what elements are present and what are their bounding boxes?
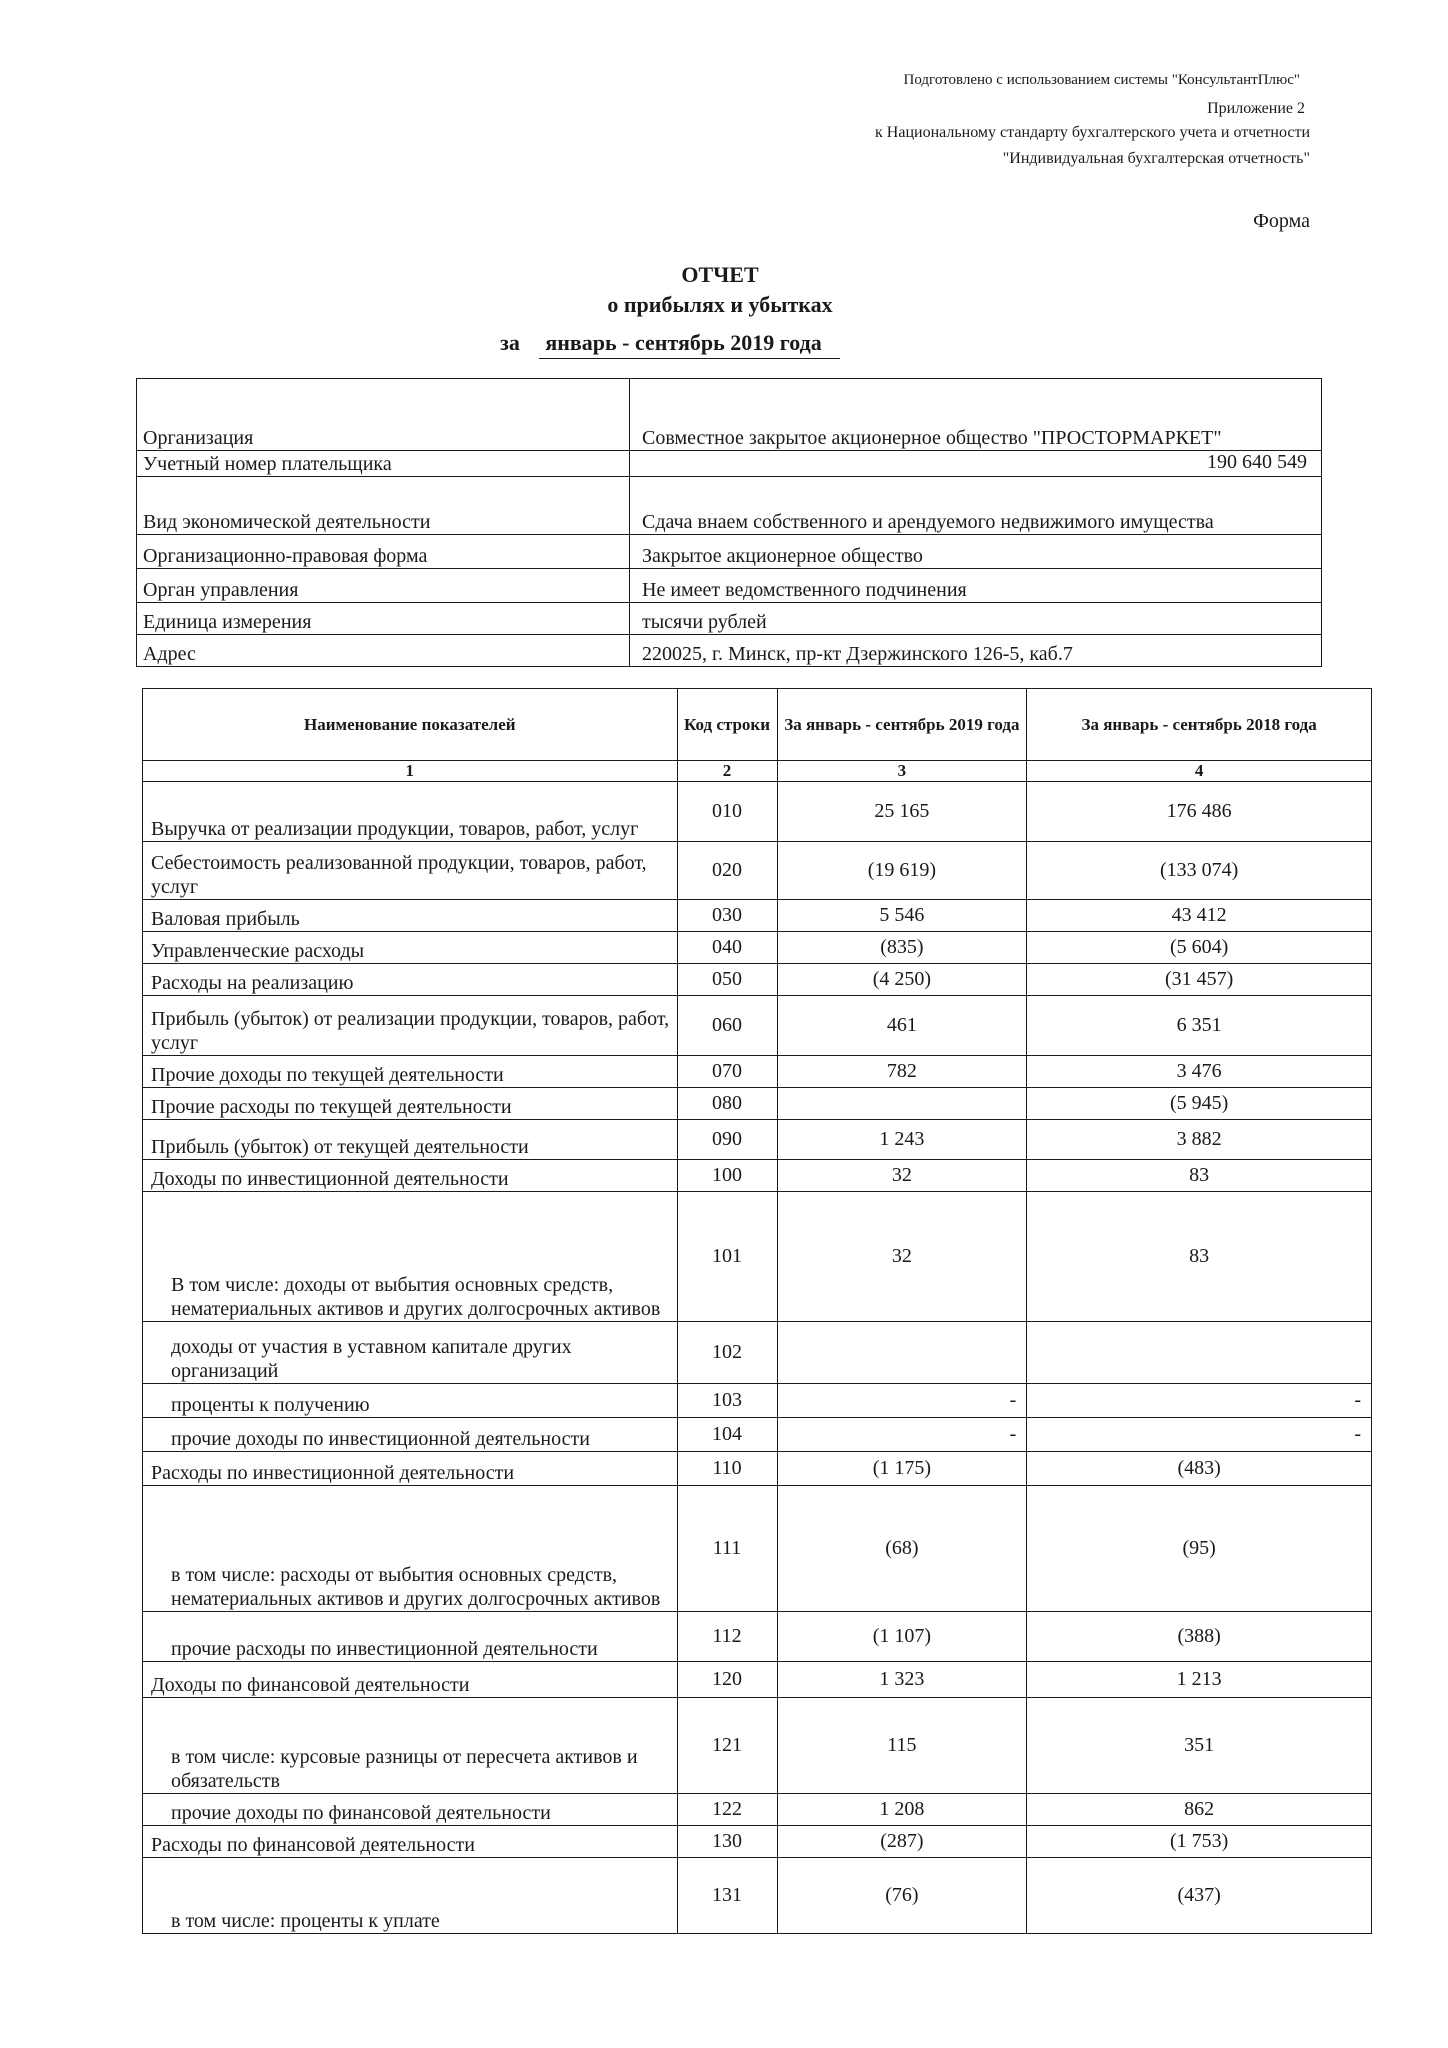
organization-info-table bbox=[136, 378, 1322, 667]
row-previous-value: (1 753) bbox=[1027, 1826, 1372, 1858]
row-current-value: 32 bbox=[777, 1160, 1027, 1192]
row-previous-value: (5 604) bbox=[1027, 932, 1372, 964]
period-prefix: за bbox=[500, 330, 520, 355]
table-row bbox=[143, 1486, 1372, 1612]
row-name: прочие расходы по инвестиционной деятельности bbox=[143, 1612, 678, 1662]
row-previous-value: 176 486 bbox=[1027, 782, 1372, 842]
row-name: в том числе: проценты к уплате bbox=[143, 1858, 678, 1934]
row-current-value: - bbox=[777, 1384, 1027, 1418]
row-current-value bbox=[777, 1088, 1027, 1120]
row-current-value: (287) bbox=[777, 1826, 1027, 1858]
row-name: прочие доходы по финансовой деятельности bbox=[143, 1794, 678, 1826]
row-name: Прочие расходы по текущей деятельности bbox=[143, 1088, 678, 1120]
info-label-legal-form: Организационно-правовая форма bbox=[137, 535, 630, 569]
row-previous-value: 83 bbox=[1027, 1192, 1372, 1322]
row-name: Расходы на реализацию bbox=[143, 964, 678, 996]
row-name: Управленческие расходы bbox=[143, 932, 678, 964]
row-current-value: - bbox=[777, 1418, 1027, 1452]
info-label-taxpayer-number: Учетный номер плательщика bbox=[137, 451, 630, 477]
form-label: Форма bbox=[1253, 210, 1310, 232]
table-row bbox=[143, 1698, 1372, 1794]
row-current-value: 115 bbox=[777, 1698, 1027, 1794]
row-code: 121 bbox=[677, 1698, 777, 1794]
table-row bbox=[143, 1160, 1372, 1192]
table-row bbox=[143, 1662, 1372, 1698]
column-index: 2 bbox=[677, 761, 777, 782]
period-value: январь - сентябрь 2019 года bbox=[539, 330, 839, 359]
row-previous-value: 862 bbox=[1027, 1794, 1372, 1826]
table-row bbox=[143, 900, 1372, 932]
row-previous-value: 3 882 bbox=[1027, 1120, 1372, 1160]
header-indicator-name: Наименование показателей bbox=[143, 689, 678, 761]
header-current-period: За январь - сентябрь 2019 года bbox=[777, 689, 1027, 761]
row-previous-value: - bbox=[1027, 1384, 1372, 1418]
row-previous-value: (133 074) bbox=[1027, 842, 1372, 900]
info-label-activity: Вид экономической деятельности bbox=[137, 477, 630, 535]
info-value-unit: тысячи рублей bbox=[630, 603, 1322, 635]
row-code: 130 bbox=[677, 1826, 777, 1858]
table-row bbox=[143, 964, 1372, 996]
table-row bbox=[143, 1418, 1372, 1452]
row-previous-value bbox=[1027, 1322, 1372, 1384]
table-row bbox=[143, 1858, 1372, 1934]
row-code: 100 bbox=[677, 1160, 777, 1192]
row-current-value: (76) bbox=[777, 1858, 1027, 1934]
profit-loss-table bbox=[142, 688, 1372, 1934]
table-row bbox=[143, 842, 1372, 900]
row-current-value: 461 bbox=[777, 996, 1027, 1056]
row-name: Выручка от реализации продукции, товаров, работ, услуг bbox=[143, 782, 678, 842]
info-label-address: Адрес bbox=[137, 635, 630, 667]
row-current-value: (1 107) bbox=[777, 1612, 1027, 1662]
row-code: 111 bbox=[677, 1486, 777, 1612]
row-name: Себестоимость реализованной продукции, товаров, работ, услуг bbox=[143, 842, 678, 900]
table-row bbox=[143, 1384, 1372, 1418]
row-current-value: 782 bbox=[777, 1056, 1027, 1088]
row-previous-value: (5 945) bbox=[1027, 1088, 1372, 1120]
row-name: прочие доходы по инвестиционной деятельности bbox=[143, 1418, 678, 1452]
table-row bbox=[143, 1088, 1372, 1120]
row-code: 070 bbox=[677, 1056, 777, 1088]
row-code: 020 bbox=[677, 842, 777, 900]
row-current-value: 1 243 bbox=[777, 1120, 1027, 1160]
row-code: 122 bbox=[677, 1794, 777, 1826]
row-code: 090 bbox=[677, 1120, 777, 1160]
info-value-organization: Совместное закрытое акционерное общество "ПРОСТОРМАРКЕТ" bbox=[630, 379, 1322, 451]
row-current-value: 1 208 bbox=[777, 1794, 1027, 1826]
row-code: 104 bbox=[677, 1418, 777, 1452]
table-row bbox=[143, 996, 1372, 1056]
info-label-unit: Единица измерения bbox=[137, 603, 630, 635]
report-period bbox=[500, 330, 840, 359]
row-current-value: (4 250) bbox=[777, 964, 1027, 996]
row-code: 102 bbox=[677, 1322, 777, 1384]
info-label-organization: Организация bbox=[137, 379, 630, 451]
row-code: 101 bbox=[677, 1192, 777, 1322]
row-current-value: 25 165 bbox=[777, 782, 1027, 842]
row-current-value: (19 619) bbox=[777, 842, 1027, 900]
info-value-authority: Не имеет ведомственного подчинения bbox=[630, 569, 1322, 603]
row-name: в том числе: курсовые разницы от пересчета активов и обязательств bbox=[143, 1698, 678, 1794]
row-current-value: (68) bbox=[777, 1486, 1027, 1612]
row-code: 120 bbox=[677, 1662, 777, 1698]
table-row bbox=[143, 1826, 1372, 1858]
table-row bbox=[143, 782, 1372, 842]
row-previous-value: (437) bbox=[1027, 1858, 1372, 1934]
appendix-label: Приложение 2 bbox=[1207, 100, 1305, 117]
row-name: проценты к получению bbox=[143, 1384, 678, 1418]
row-previous-value: (388) bbox=[1027, 1612, 1372, 1662]
row-code: 040 bbox=[677, 932, 777, 964]
row-code: 060 bbox=[677, 996, 777, 1056]
prepared-note: Подготовлено с использованием системы "КонсультантПлюс" bbox=[903, 72, 1300, 88]
table-row bbox=[143, 1322, 1372, 1384]
row-name: Расходы по финансовой деятельности bbox=[143, 1826, 678, 1858]
standard-name: "Индивидуальная бухгалтерская отчетность" bbox=[1002, 150, 1310, 167]
row-previous-value: 1 213 bbox=[1027, 1662, 1372, 1698]
row-previous-value: 6 351 bbox=[1027, 996, 1372, 1056]
row-name: Прибыль (убыток) от текущей деятельности bbox=[143, 1120, 678, 1160]
info-value-activity: Сдача внаем собственного и арендуемого недвижимого имущества bbox=[630, 477, 1322, 535]
row-code: 103 bbox=[677, 1384, 777, 1418]
standard-label: к Национальному стандарту бухгалтерского учета и отчетности bbox=[875, 124, 1310, 141]
row-name: Валовая прибыль bbox=[143, 900, 678, 932]
row-previous-value: (31 457) bbox=[1027, 964, 1372, 996]
row-previous-value: (483) bbox=[1027, 1452, 1372, 1486]
row-current-value: 1 323 bbox=[777, 1662, 1027, 1698]
row-name: В том числе: доходы от выбытия основных средств, нематериальных активов и других долгосрочных активов bbox=[143, 1192, 678, 1322]
info-value-legal-form: Закрытое акционерное общество bbox=[630, 535, 1322, 569]
row-code: 010 bbox=[677, 782, 777, 842]
table-row bbox=[143, 1612, 1372, 1662]
row-previous-value: 83 bbox=[1027, 1160, 1372, 1192]
row-previous-value: 351 bbox=[1027, 1698, 1372, 1794]
info-label-authority: Орган управления bbox=[137, 569, 630, 603]
table-row bbox=[143, 1794, 1372, 1826]
table-row bbox=[143, 1192, 1372, 1322]
row-name: Доходы по финансовой деятельности bbox=[143, 1662, 678, 1698]
row-name: Доходы по инвестиционной деятельности bbox=[143, 1160, 678, 1192]
row-current-value: 5 546 bbox=[777, 900, 1027, 932]
info-value-taxpayer-number: 190 640 549 bbox=[630, 451, 1322, 477]
header-previous-period: За январь - сентябрь 2018 года bbox=[1027, 689, 1372, 761]
row-code: 110 bbox=[677, 1452, 777, 1486]
row-current-value: (835) bbox=[777, 932, 1027, 964]
row-code: 030 bbox=[677, 900, 777, 932]
table-row bbox=[143, 932, 1372, 964]
row-current-value bbox=[777, 1322, 1027, 1384]
row-name: Прочие доходы по текущей деятельности bbox=[143, 1056, 678, 1088]
row-name: Прибыль (убыток) от реализации продукции, товаров, работ, услуг bbox=[143, 996, 678, 1056]
column-index: 4 bbox=[1027, 761, 1372, 782]
row-previous-value: 43 412 bbox=[1027, 900, 1372, 932]
row-code: 112 bbox=[677, 1612, 777, 1662]
report-subtitle: о прибылях и убытках bbox=[607, 292, 833, 317]
report-title: ОТЧЕТ bbox=[681, 262, 759, 287]
row-code: 080 bbox=[677, 1088, 777, 1120]
row-current-value: 32 bbox=[777, 1192, 1027, 1322]
table-row bbox=[143, 1120, 1372, 1160]
row-previous-value: (95) bbox=[1027, 1486, 1372, 1612]
row-name: Расходы по инвестиционной деятельности bbox=[143, 1452, 678, 1486]
row-code: 131 bbox=[677, 1858, 777, 1934]
header-row-code: Код строки bbox=[677, 689, 777, 761]
row-current-value: (1 175) bbox=[777, 1452, 1027, 1486]
column-index: 1 bbox=[143, 761, 678, 782]
row-previous-value: 3 476 bbox=[1027, 1056, 1372, 1088]
row-name: в том числе: расходы от выбытия основных средств, нематериальных активов и других долгосрочных активов bbox=[143, 1486, 678, 1612]
row-previous-value: - bbox=[1027, 1418, 1372, 1452]
table-row bbox=[143, 1452, 1372, 1486]
row-code: 050 bbox=[677, 964, 777, 996]
row-name: доходы от участия в уставном капитале других организаций bbox=[143, 1322, 678, 1384]
info-value-address: 220025, г. Минск, пр-кт Дзержинского 126-5, каб.7 bbox=[630, 635, 1322, 667]
table-row bbox=[143, 1056, 1372, 1088]
column-index: 3 bbox=[777, 761, 1027, 782]
